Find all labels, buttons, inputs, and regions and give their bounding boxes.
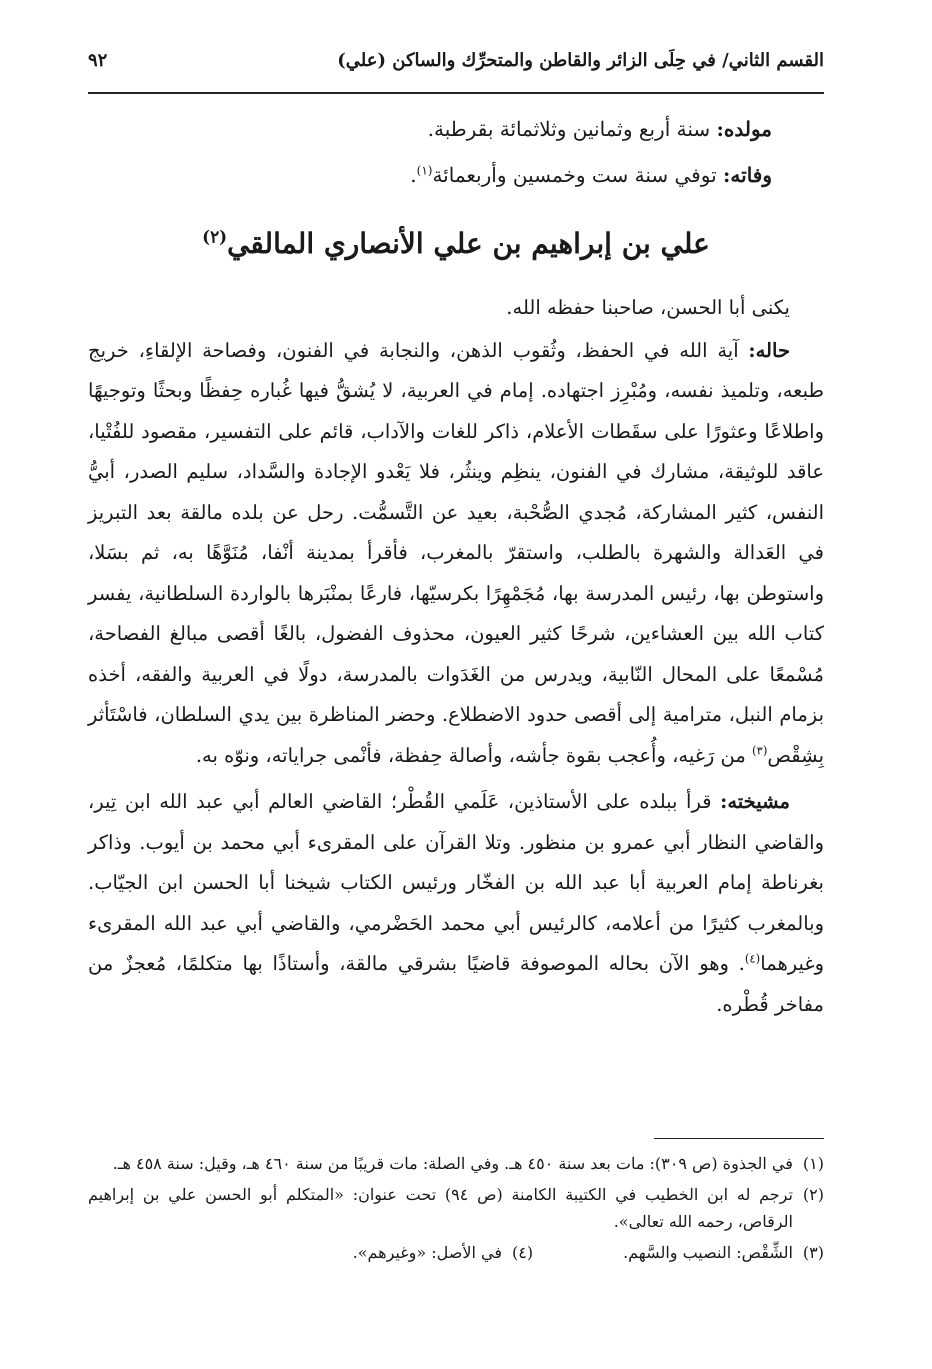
footnote-3-text: الشِّقْص: النصيب والسَّهم. <box>623 1243 793 1262</box>
book-page <box>88 40 824 1340</box>
footnote-2 <box>88 1181 824 1235</box>
header-rule <box>88 92 824 94</box>
footnote-4-number: (٤) <box>511 1243 534 1262</box>
footnote-2-text: ترجم له ابن الخطيب في الكتيبة الكامنة (ص ٩٤) تحت عنوان: «المتكلم أبو الحسن علي بن إبراهيم الرقاص، رحمه الله تعالى». <box>88 1185 793 1231</box>
shuyukh-text-2: . وهو الآن بحاله الموصوفة قاضيًا بشرقي مالقة، وأستاذًا بها متكلمًا، مُعجزٌ من مفاخر قُطْره. <box>88 952 824 1016</box>
running-head <box>88 50 824 86</box>
footnote-ref-2[interactable]: (٢) <box>202 226 228 247</box>
hal-paragraph <box>88 331 824 777</box>
footnotes <box>88 1150 824 1266</box>
entry-body <box>88 288 824 1025</box>
birth-line <box>88 106 772 152</box>
footnote-4 <box>353 1239 533 1266</box>
hal-text-1: آية الله في الحفظ، وثُقوب الذهن، والنجابة في الفنون، وفصاحة الإلقاءِ، خريج طبعه، وتلميذ نفسه، ومُبْرِز اجتهاده. إمام في العربية، لا يُشقُّ فيها غُباره حِفظًا وبحثًا وتوجيهًا واطلاعًا وعثورًا على سقَطات الأعلام، ذاكر للغات والآداب، قائم على التفسير، مقصود للفُتْيا، عاقد للوثيقة، مشارك في الفنون، ينظِم وينثُر، فلا يَعْدو الإجادة والسَّداد، سليم الصدر، أبيُّ النفس، كثير المشاركة، مُجدي الصُّحْبة، بعيد عن التَّسمُّت. رحل عن بلده مالقة بعد التبريز في العَدالة والشهرة بالطلب، واستقرّ بالمغرب، فأقرأ بمدينة أنْفا، مُنَوَّهًا به، ثم بسَلا، واستوطن بها، رئيس المدرسة بها، مُجَمْهِرًا بكرسيّها، فارعًا بمنْبَرها بالواردة السلطانية، يفسر كتاب الله بين العشاءين، شرحًا كثير العيون، محذوف الفضول، بالغًا أقصى مبالغ الفصاحة، مُسْمعًا على المحال النّابية، ويدرس من الغَدَوات بالمدرسة، دولًا في العربية والفقه، أخذه بزمام النبل، مترامية إلى أقصى حدود الاضطلاع. وحضر المناظرة بين يدي السلطان، فاسْتَأثر بِشِقْص <box>88 338 824 767</box>
footnote-1 <box>88 1150 824 1177</box>
shuyukh-label: مشيخته: <box>720 790 790 813</box>
death-line <box>88 152 772 198</box>
birth-text: سنة أربع وثمانين وثلاثمائة بقرطبة. <box>427 117 711 141</box>
shuyukh-text-1: قرأ ببلده على الأستاذين، عَلَمي القُطْر؛ القاضي العالم أبي عبد الله ابن تِير، والقاضي النظار أبي عمرو بن منظور. وتلا القرآن على المقرىء أبي محمد بن أيوب. وذاكر بغرناطة إمام العربية أبا عبد الله بن الفخّار ورئيس الكتاب شيخنا أبا الحسن ابن الجيّاب. وبالمغرب كثيرًا من أعلامه، كالرئيس أبي محمد الحَضْرمي، والقاضي أبي عبد الله المقرىء وغيرهما <box>88 790 824 975</box>
intro-block <box>88 106 824 198</box>
running-title: القسم الثاني/ في حِلَى الزائر والقاطن والمتحرِّك والساكن (علي) <box>337 50 824 71</box>
footnote-1-number: (١) <box>802 1154 824 1173</box>
footnote-3 <box>623 1239 824 1266</box>
page-number: ٩٢ <box>88 50 108 71</box>
entry-title-text: علي بن إبراهيم بن علي الأنصاري المالقي <box>227 227 710 260</box>
kunya-line: يكنى أبا الحسن، صاحبنا حفظه الله. <box>506 296 790 319</box>
shuyukh-paragraph <box>88 782 824 1025</box>
footnote-2-number: (٢) <box>802 1185 824 1204</box>
footnote-ref-1[interactable]: (١) <box>416 163 433 178</box>
footnote-3-number: (٣) <box>802 1243 824 1262</box>
footnote-4-text: في الأصل: «وغيرهم». <box>352 1243 502 1262</box>
footnote-1-text: في الجذوة (ص ٣٠٩): مات بعد سنة ٤٥٠ هـ. وفي الصلة: مات قريبًا من سنة ٤٦٠ هـ، وقيل: سنة ٤٥٨ هـ. <box>112 1154 793 1173</box>
death-end: . <box>410 163 417 187</box>
entry-title <box>88 214 824 274</box>
footnote-rule <box>654 1138 824 1139</box>
footnote-ref-3[interactable]: (٣) <box>752 743 768 757</box>
footnote-ref-4[interactable]: (٤) <box>744 951 761 966</box>
death-label: وفاته: <box>723 163 772 187</box>
birth-label: مولده: <box>716 117 772 141</box>
hal-text-2: من رَغيه، وأُعجب بقوة جأشه، وأصالة حِفظة، فأنْمى جراياته، ونوّه به. <box>195 743 746 767</box>
footnotes-3-4-row <box>88 1239 824 1266</box>
hal-label: حاله: <box>748 338 790 362</box>
death-text: توفي سنة ست وخمسين وأربعمائة <box>432 163 717 187</box>
